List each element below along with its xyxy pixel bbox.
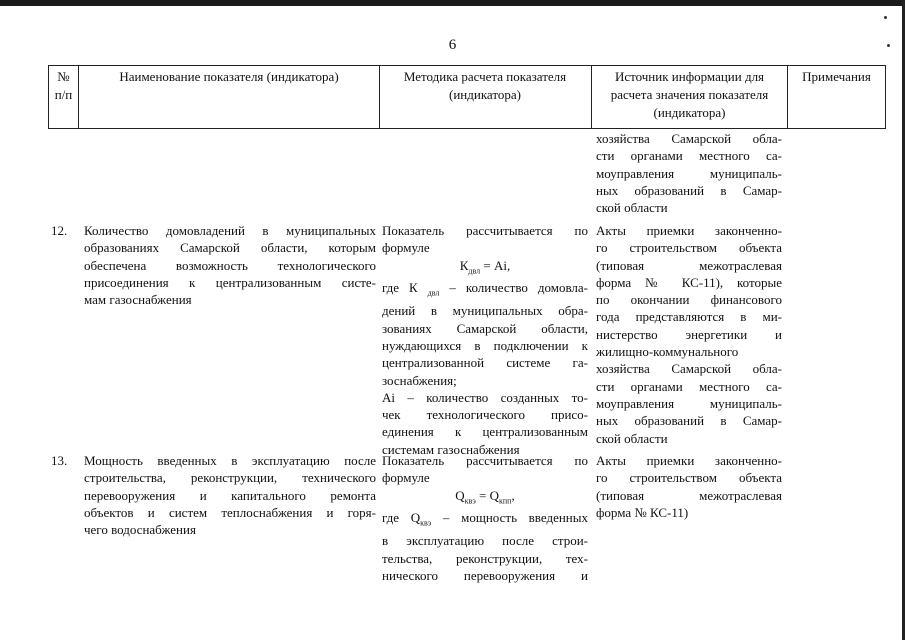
row-13-method (382, 452, 588, 584)
text-line: в эксплуатацию после строи- (382, 533, 588, 549)
header-divider (379, 65, 380, 128)
row-12-source (596, 222, 782, 447)
row-13-name (84, 452, 376, 538)
text-line: Показатель рассчитывается по (382, 453, 588, 468)
text-line: нистерство энергетики и (596, 326, 782, 342)
text-line: форма № КС-11), которые (596, 274, 782, 290)
text-line: го строительством объекта (596, 240, 782, 256)
text-line: ской области (596, 430, 668, 446)
text-line: ных образований в Самар- (596, 182, 782, 198)
text-line: чек технологического присо- (382, 407, 588, 423)
text-line: Ai – количество созданных то- (382, 389, 588, 405)
text-line: Мощность введенных в эксплуатацию после (84, 453, 376, 468)
text-line: Показатель рассчитывается по (382, 223, 588, 238)
text-line: сти органами местного са- (596, 148, 782, 164)
text-line: формуле (382, 470, 430, 486)
row-12-name (84, 222, 376, 308)
text-line: Акты приемки законченно- (596, 223, 782, 238)
text-line: где $Q_{квэ}$ – мощность введенных (382, 510, 588, 529)
text-line: форма № КС-11) (596, 504, 689, 520)
text-line: присоединения к централизованным систе- (84, 274, 376, 290)
row-12-number: 12. (51, 223, 68, 238)
text-line: хозяйства Самарской обла- (596, 361, 782, 377)
continuation-source (596, 130, 782, 216)
scan-speck (884, 16, 887, 19)
text-line: ных образований в Самар- (596, 413, 782, 429)
text-line: чего водоснабжения (84, 522, 196, 538)
text-line: жилищно-коммунального (596, 344, 739, 360)
text-line: строительства, реконструкции, технического (84, 470, 376, 486)
text-line: моуправления муниципаль- (596, 395, 782, 411)
text-line: образованиях Самарской области, которым (84, 240, 376, 256)
formula: $Q_{квэ} = Q_{кпп}$, (455, 487, 515, 506)
text-line: централизованной системе га- (382, 355, 588, 371)
text-line: нического перевооружения и (382, 567, 588, 583)
text-line: формуле (382, 240, 430, 256)
row-12-method (382, 222, 588, 458)
text-line: объектов и систем теплоснабжения и горя- (84, 504, 376, 520)
text-line: зованиях Самарской области, (382, 320, 588, 336)
text-line: (типовая межотраслевая (596, 487, 782, 503)
header-num: № п/п (54, 69, 73, 102)
text-line: го строительством объекта (596, 470, 782, 486)
text-line: Акты приемки законченно- (596, 453, 782, 468)
text-line: моуправления муниципаль- (596, 165, 782, 181)
text-line: хозяйства Самарской обла- (596, 131, 782, 146)
header-divider (591, 65, 592, 128)
text-line: ской области (596, 200, 668, 216)
page-number: 6 (448, 37, 457, 53)
header-name: Наименование показателя (индикатора) (119, 69, 339, 84)
text-line: нуждающихся в подключении к (382, 337, 588, 353)
scan-top-border (0, 0, 905, 6)
text-line: Количество домовладений в муниципальных (84, 223, 376, 238)
text-line: зоснабжения; (382, 372, 457, 388)
text-line: дений в муниципальных обра- (382, 303, 588, 319)
text-line: (типовая межотраслевая (596, 257, 782, 273)
formula: $К_{двл} = Ai$, (459, 257, 511, 276)
header-method: Методика расчета показателя (индикатора) (403, 69, 567, 102)
text-line: сти органами местного са- (596, 378, 782, 394)
header-notes: Примечания (802, 69, 871, 84)
text-line: системам газоснабжения (382, 441, 520, 457)
text-line: где К $_{двл}$ – количество домовла- (382, 280, 588, 299)
text-line: обеспечена возможность технологического (84, 257, 376, 273)
text-line: тельства, реконструкции, тех- (382, 550, 588, 566)
header-source: Источник информации для расчета значения показателя (индикатора) (610, 69, 769, 120)
row-13-number: 13. (51, 453, 68, 468)
text-line: года представляются в ми- (596, 309, 782, 325)
text-line: по окончании финансового (596, 292, 782, 308)
header-divider (885, 65, 886, 128)
text-line: единения к централизованным (382, 424, 588, 440)
row-13-source (596, 452, 782, 521)
text-line: перевооружения и капитального ремонта (84, 487, 376, 503)
text-line: мам газоснабжения (84, 292, 192, 308)
